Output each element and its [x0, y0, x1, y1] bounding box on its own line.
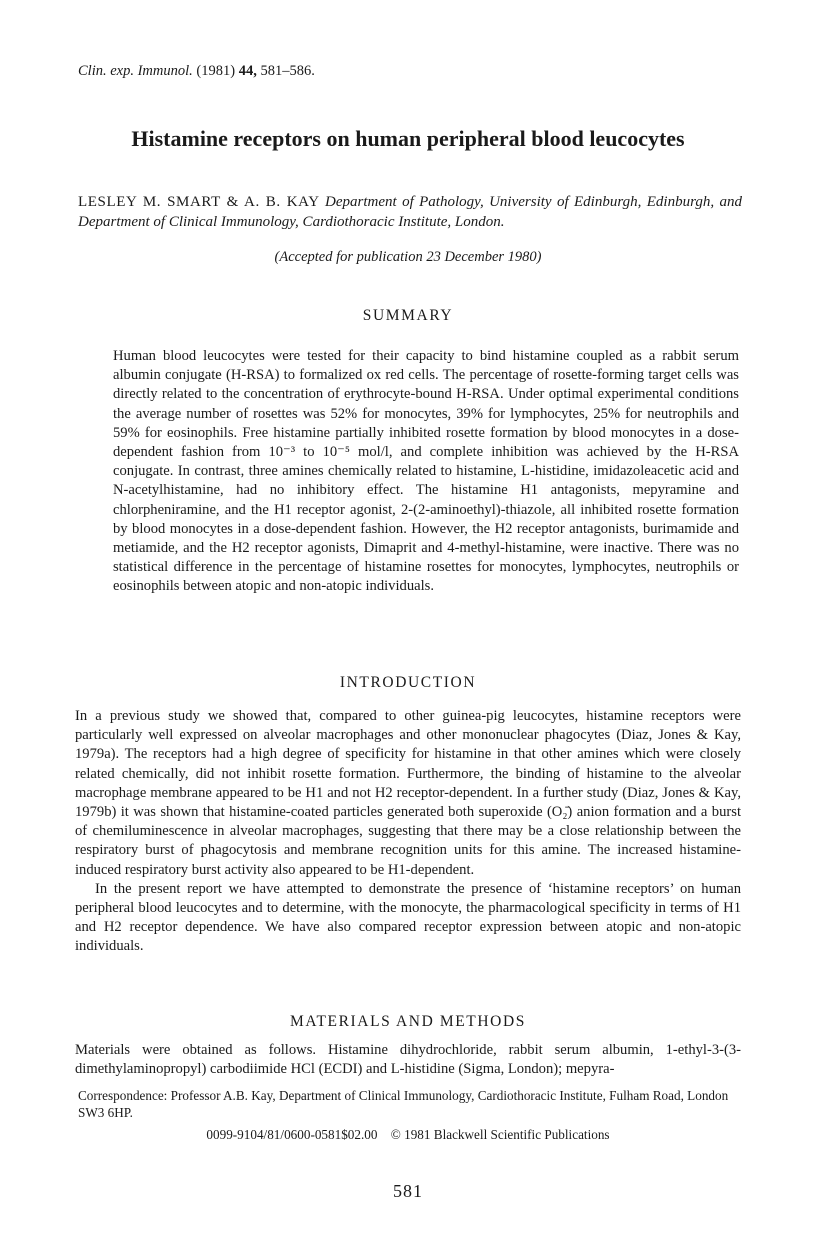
- introduction-body: [75, 707, 741, 957]
- introduction-paragraph-1: In a previous study we showed that, compared to other guinea-pig leucocytes, histamine receptors were particularly well expressed on alveolar macrophages and other mononuclear phagocytes (Diaz, Jones & Kay, 1979a). The receptors had a high degree of specificity for histamine in that other amines which were closely related chemically, did not inhibit rosette formation. Furthermore, the binding of histamine to the alveolar macrophage membrane appeared to be H1 and not H2 receptor-dependent. In a further study (Diaz, Jones & Kay, 1979b) it was shown that histamine-coated particles generated both superoxide (O₂̄) anion formation and a burst of chemiluminescence in alveolar macrophages, suggesting that there may be a close relationship between the respiratory burst of phagocytosis and membrane recognition units for this amine. The increased histamine-induced respiratory burst activity also appeared to be H1-dependent.: [75, 708, 741, 878]
- author-affiliation: Department of Pathology, University of Edinburgh, Edinburgh, and Department of Clinical Immunology, Cardiothoracic Institute, London.: [78, 194, 742, 230]
- journal-citation: [78, 63, 315, 80]
- journal-name: Clin. exp. Immunol.: [78, 63, 193, 79]
- citation-volume: 44,: [238, 63, 257, 79]
- introduction-heading: INTRODUCTION: [339, 674, 477, 691]
- issn-code: 0099-9104/81/0600-0581$02.00: [206, 1127, 378, 1142]
- article-title: Histamine receptors on human peripheral blood leucocytes: [131, 126, 685, 151]
- summary-text: Human blood leucocytes were tested for their capacity to bind histamine coupled as a rabbit serum albumin conjugate (H-RSA) to formalized ox red cells. The percentage of rosette-forming target cells was directly related to the concentration of erythrocyte-bound H-RSA. Under optimal experimental conditions the average number of rosettes was 52% for monocytes, 39% for lymphocytes, 25% for neutrophils and 59% for eosinophils. Free histamine partially inhibited rosette formation by blood monocytes in a dose-dependent fashion from 10⁻³ to 10⁻⁵ mol/l, and complete inhibition was achieved by the H-RSA conjugate. In contrast, three amines chemically related to histamine, L-histidine, imidazoleacetic acid and N-acetylhistamine, had no inhibitory effect. The histamine H1 antagonists, mepyramine and chlorpheniramine, and the H1 receptor agonist, 2-(2-aminoethyl)-thiazole, all inhibited rosette formation by blood monocytes in a dose-dependent fashion. However, the H2 receptor antagonists, burimamide and metiamide, and the H2 receptor agonists, Dimaprit and 4-methyl-histamine, were inactive. There was no statistical difference in the percentage of histamine rosettes for monocytes, lymphocytes, neutrophils or eosinophils between atopic and non-atopic individuals.: [113, 348, 739, 595]
- methods-heading: MATERIALS AND METHODS: [290, 1013, 526, 1030]
- accepted-date: (Accepted for publication 23 December 1980): [274, 249, 542, 265]
- author-block: [78, 192, 742, 232]
- copyright-notice: © 1981 Blackwell Scientific Publications: [390, 1127, 610, 1142]
- page-number: 581: [393, 1181, 423, 1201]
- correspondence-footnote: Correspondence: Professor A.B. Kay, Department of Clinical Immunology, Cardiothoracic Institute, Fulham Road, London SW3 6HP.: [78, 1088, 729, 1120]
- citation-pages: 581–586.: [260, 63, 315, 79]
- introduction-paragraph-2: In the present report we have attempted to demonstrate the presence of ‘histamine receptors’ on human peripheral blood leucocytes and to determine, with the monocyte, the pharmacological specificity in terms of H1 and H2 receptor dependence. We have also compared receptor expression between atopic and non-atopic individuals.: [75, 880, 741, 955]
- copyright-line: [0, 1127, 816, 1143]
- methods-text: Materials were obtained as follows. Histamine dihydrochloride, rabbit serum albumin, 1-ethyl-3-(3-dimethylaminopropyl) carbodiimide HCl (ECDI) and L-histidine (Sigma, London); mepyra-: [75, 1042, 741, 1078]
- author-names: LESLEY M. SMART & A. B. KAY: [78, 194, 320, 210]
- summary-heading: SUMMARY: [362, 307, 454, 324]
- citation-year: (1981): [196, 63, 236, 79]
